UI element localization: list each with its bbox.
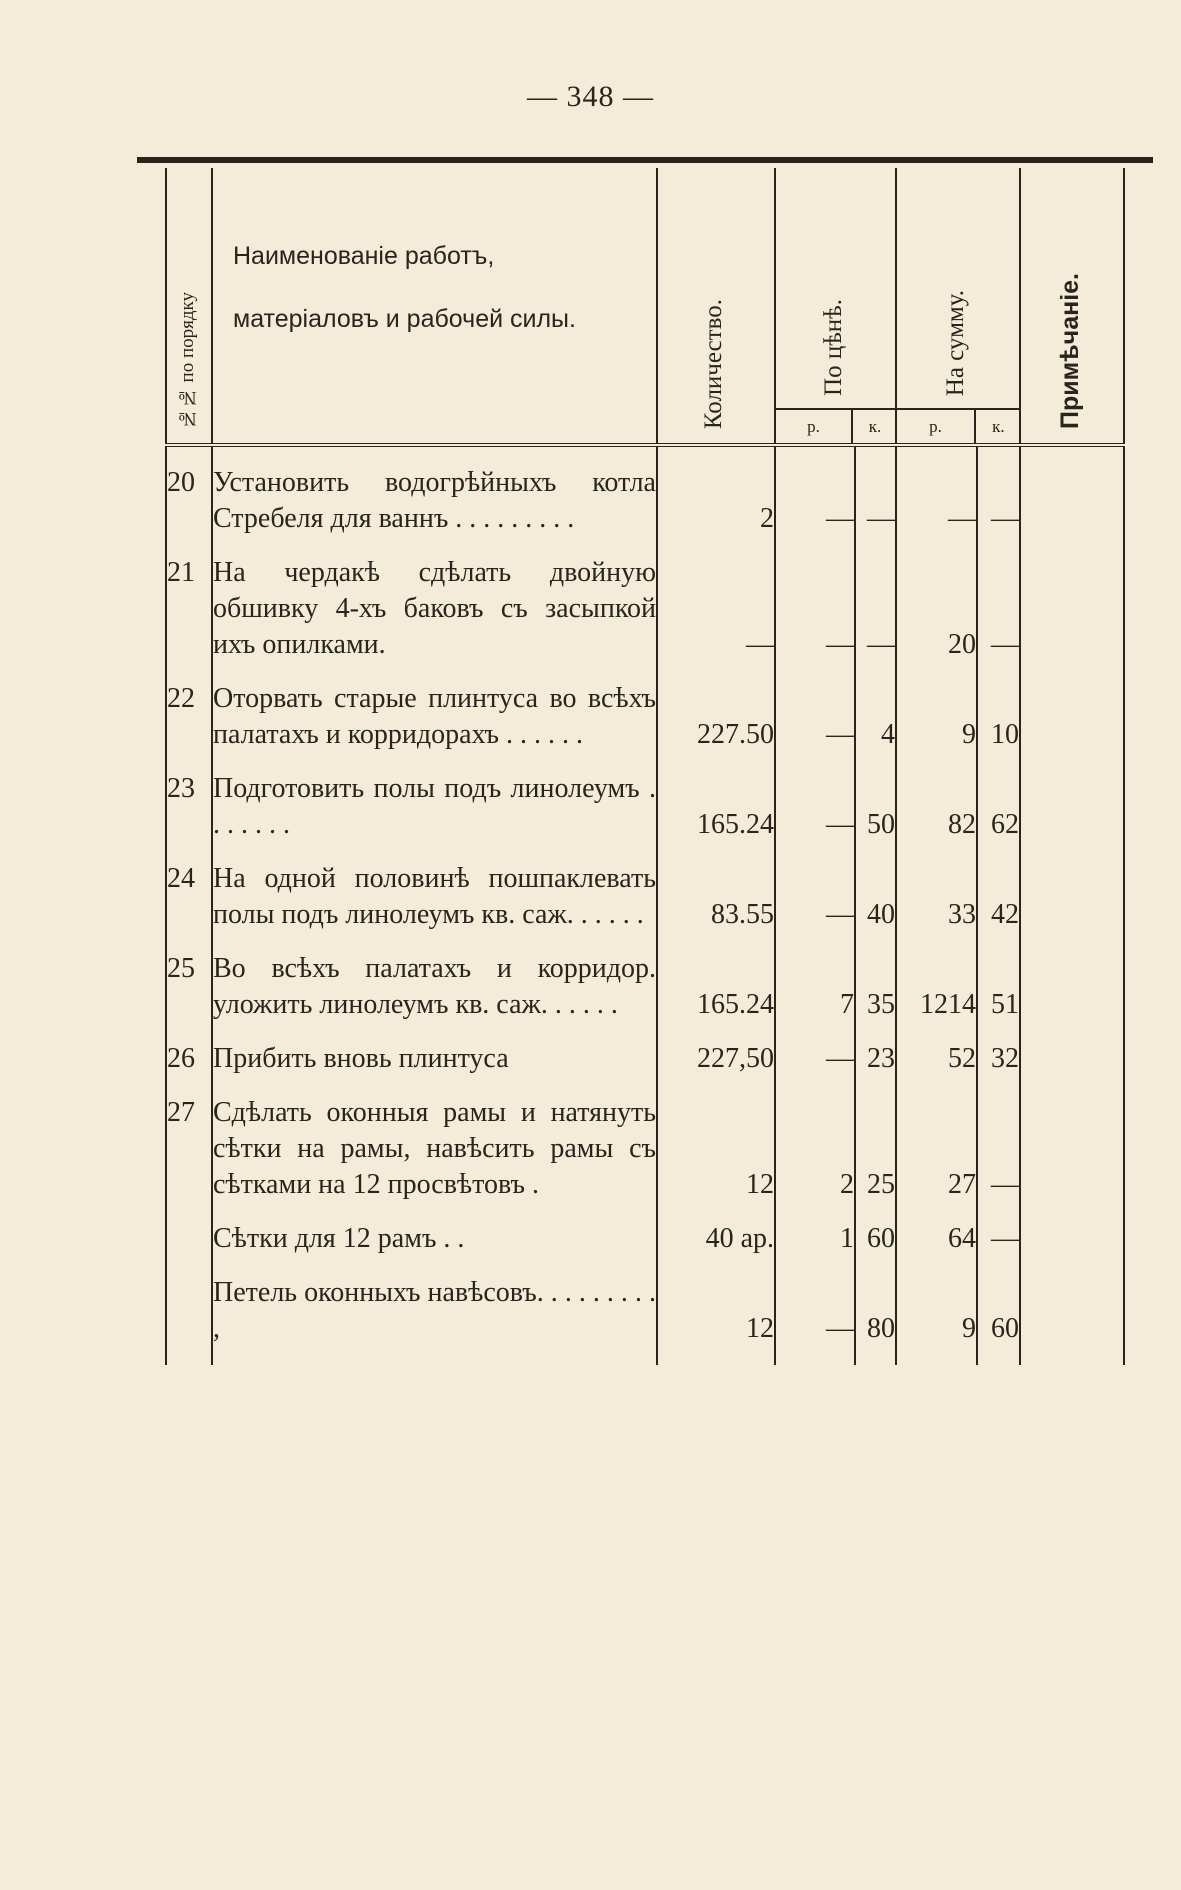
page-number: — 348 — (527, 80, 654, 113)
row-price-rubles: — (775, 1041, 855, 1077)
row-name: Во всѣхъ палатахъ и корридор. уложить линолеумъ кв. саж. . . . . . (212, 951, 657, 1023)
sum-k-label: к. (992, 417, 1005, 436)
header-qty-label: Количество. (700, 298, 727, 429)
row-name: На чердакѣ сдѣлать двойную обшивку 4-хъ баковъ съ засыпкой ихъ опилками. (212, 555, 657, 663)
row-name: Сѣтки для 12 рамъ . . (212, 1221, 657, 1257)
row-quantity: 165.24 (657, 951, 775, 1023)
header-sum-label: На сумму. (942, 289, 969, 396)
table-row (166, 951, 1124, 1023)
row-quantity: 2 (657, 465, 775, 537)
table-row (166, 465, 1124, 537)
row-price-rubles: — (775, 681, 855, 753)
row-name: На одной половинѣ пошпаклевать полы подъ линолеумъ кв. саж. . . . . . (212, 861, 657, 933)
row-note (1020, 1275, 1124, 1347)
table-header (166, 168, 1124, 445)
row-sum-rubles: 33 (896, 861, 977, 933)
row-number (166, 1275, 212, 1347)
row-number (166, 1221, 212, 1257)
row-price-kopecks: 25 (855, 1095, 896, 1203)
row-sum-kopecks: 51 (977, 951, 1020, 1023)
header-price-col (775, 168, 896, 445)
row-note (1020, 555, 1124, 663)
row-sum-kopecks: 10 (977, 681, 1020, 753)
row-sum-rubles: 9 (896, 1275, 977, 1347)
row-price-kopecks: — (855, 465, 896, 537)
row-sum-rubles: 1214 (896, 951, 977, 1023)
row-sum-rubles: 52 (896, 1041, 977, 1077)
row-price-kopecks: 50 (855, 771, 896, 843)
row-number: 21 (166, 555, 212, 663)
row-note (1020, 1041, 1124, 1077)
header-price-units (776, 408, 897, 443)
header-price-label: По цѣнѣ. (819, 299, 847, 396)
table-row (166, 1275, 1124, 1347)
row-sum-kopecks: — (977, 555, 1020, 663)
header-sum-col (896, 168, 1020, 445)
row-price-kopecks: 35 (855, 951, 896, 1023)
header-note-label: Примѣчаніе. (1056, 273, 1084, 429)
row-name: Оторвать старые плинтуса во всѣхъ палатахъ и корридорахъ . . . . . . (212, 681, 657, 753)
header-sum-units (897, 408, 1021, 443)
row-number: 27 (166, 1095, 212, 1203)
row-sum-kopecks: — (977, 1095, 1020, 1203)
row-sum-rubles: 64 (896, 1221, 977, 1257)
row-sum-kopecks: — (977, 1221, 1020, 1257)
top-rule (137, 157, 1153, 163)
row-price-kopecks: 80 (855, 1275, 896, 1347)
sum-r-label: р. (897, 410, 976, 443)
row-sum-kopecks: — (977, 465, 1020, 537)
row-number: 24 (166, 861, 212, 933)
row-number: 20 (166, 465, 212, 537)
row-name: Подготовить полы подъ линолеумъ . . . . . . . (212, 771, 657, 843)
row-price-kopecks: 4 (855, 681, 896, 753)
table-row (166, 1221, 1124, 1257)
row-price-rubles: — (775, 465, 855, 537)
row-note (1020, 465, 1124, 537)
row-note (1020, 1221, 1124, 1257)
row-note (1020, 771, 1124, 843)
table-row (166, 771, 1124, 843)
header-number-col (166, 168, 212, 445)
table-row (166, 555, 1124, 663)
header-qty-col (657, 168, 775, 445)
row-number: 23 (166, 771, 212, 843)
row-price-rubles: — (775, 1275, 855, 1347)
row-quantity: 40 ар. (657, 1221, 775, 1257)
row-price-rubles: — (775, 555, 855, 663)
row-name: Прибить вновь плинтуса (212, 1041, 657, 1077)
table-row (166, 1095, 1124, 1203)
row-name: Установить водогрѣйныхъ котла Стребеля для ваннъ . . . . . . . . . (212, 465, 657, 537)
row-name: Петель оконныхъ навѣсовъ. . . . . . . . . , (212, 1275, 657, 1347)
row-sum-rubles: 20 (896, 555, 977, 663)
row-sum-kopecks: 60 (977, 1275, 1020, 1347)
row-price-rubles: 7 (775, 951, 855, 1023)
row-price-kopecks: 60 (855, 1221, 896, 1257)
row-price-rubles: — (775, 771, 855, 843)
table-row (166, 1041, 1124, 1077)
row-sum-rubles: 9 (896, 681, 977, 753)
row-price-rubles: — (775, 861, 855, 933)
row-price-rubles: 1 (775, 1221, 855, 1257)
row-quantity: 12 (657, 1275, 775, 1347)
header-name-col: Наименованіе работъ, матеріаловъ и рабочей силы. (212, 168, 657, 445)
row-note (1020, 861, 1124, 933)
row-quantity: 12 (657, 1095, 775, 1203)
header-number-label: №№ по порядку (177, 291, 198, 429)
row-sum-rubles: 82 (896, 771, 977, 843)
header-note-col (1020, 168, 1124, 445)
row-quantity: 227,50 (657, 1041, 775, 1077)
row-price-kopecks: 23 (855, 1041, 896, 1077)
table-row (166, 681, 1124, 753)
price-k-label: к. (868, 417, 882, 436)
row-quantity: 83.55 (657, 861, 775, 933)
row-note (1020, 1095, 1124, 1203)
row-number: 22 (166, 681, 212, 753)
row-quantity: 165.24 (657, 771, 775, 843)
row-price-rubles: 2 (775, 1095, 855, 1203)
row-sum-kopecks: 32 (977, 1041, 1020, 1077)
row-name: Сдѣлать оконныя рамы и натянуть сѣтки на рамы, навѣсить рамы съ сѣтками на 12 просвѣтовъ . (212, 1095, 657, 1203)
row-note (1020, 951, 1124, 1023)
row-quantity: 227.50 (657, 681, 775, 753)
row-number: 25 (166, 951, 212, 1023)
row-sum-rubles: 27 (896, 1095, 977, 1203)
row-sum-kopecks: 42 (977, 861, 1020, 933)
table-row (166, 861, 1124, 933)
row-sum-kopecks: 62 (977, 771, 1020, 843)
price-r-label: р. (776, 410, 853, 443)
row-price-kopecks: — (855, 555, 896, 663)
row-sum-rubles: — (896, 465, 977, 537)
works-table (165, 168, 1125, 1365)
row-quantity: — (657, 555, 775, 663)
row-number: 26 (166, 1041, 212, 1077)
row-price-kopecks: 40 (855, 861, 896, 933)
row-note (1020, 681, 1124, 753)
